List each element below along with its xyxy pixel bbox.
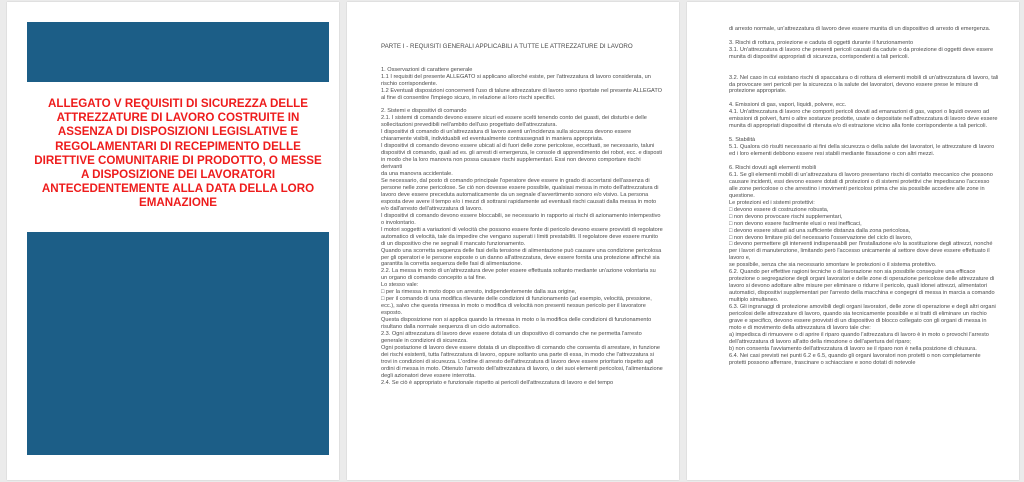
cover-page (7, 2, 339, 480)
cover-top-band (27, 22, 329, 82)
page-3-body: di arresto normale, un'attrezzatura di lavoro deve essere munita di un dispositivo di arresto di emergenza. 3. Rischi di rottura, proiezione e caduta di oggetti durante il funzionamento 3.1. Un'attrezzatura di lavoro che presenti pericoli causati da cadute o da proiezione di oggetti deve essere munita di dispositivi appropriati di sicurezza, corrispondenti a tali pericoli. 3.2. Nel caso in cui esistano rischi di spaccatura o di rottura di elementi mobili di un'attrezzatura di lavoro, tali da provocare seri pericoli per la sicurezza o la salute dei lavoratori, devono essere prese le misure di protezione appropriate. 4. Emissioni di gas, vapori, liquidi, polvere, ecc. 4.1. Un'attrezzatura di lavoro che comporti pericoli dovuti ad emanazioni di gas, vapori o liquidi ovvero ad emissioni di polveri, fumi o altre sostanze prodotte, usate o depositate nell'attrezzatura di lavoro deve essere munita di appropriati dispositivi di ritenuta e/o di estrazione vicino alla fonte corrispondente a tali pericoli. 5. Stabilità 5.1. Qualora ciò risulti necessario ai fini della sicurezza o della salute dei lavoratori, le attrezzature di lavoro ed i loro elementi debbono essere resi stabili mediante fissazione o con altri mezzi. 6. Rischi dovuti agli elementi mobili 6.1. Se gli elementi mobili di un'attrezzatura di lavoro presentano rischi di contatto meccanico che possono causare incidenti, essi devono essere dotati di protezioni o di sistemi protettivi che impediscano l'accesso alle zone pericolose o che arrestino i movimenti pericolosi prima che sia possibile accedere alle zone in questione. Le protezioni ed i sistemi protettivi: □ devono essere di costruzione robusta, □ non devono provocare rischi supplementari, □ non devono essere facilmente elusi o resi inefficaci, □ devono essere situati ad una sufficiente distanza dalla zona pericolosa, □ non devono limitare più del necessario l'osservazione del ciclo di lavoro, □ devono permettere gli interventi indispensabili per l'installazione e/o la sostituzione degli attrezzi, nonché per i lavori di manutenzione, limitando però l'accesso unicamente al settore dove deve essere effettuato il lavoro e, se possibile, senza che sia necessario smontare le protezioni o il sistema protettivo. 6.2. Quando per effettive ragioni tecniche o di lavorazione non sia possibile conseguire una efficace protezione o segregazione degli organi lavoratori e delle zone di operazione pericolose delle attrezzature di lavoro si devono adottare altre misure per eliminare o ridurre il pericolo, quali idonei attrezzi, alimentatori automatici, dispositivi supplementari per l'arresto della macchina e congegni di messa in marcia a comando multiplo simultaneo. 6.3. Gli ingranaggi di protezione amovibili degli organi lavoratori, delle zone di operazione e degli altri organi pericolosi delle attrezzature di lavoro, quando sia tecnicamente possibile e si tratti di eliminare un rischio grave e specifico, devono essere provvisti di un dispositivo di blocco collegato con gli organi di messa in moto e di movimento della attrezzatura di lavoro tale che: a) impedisca di rimuovere o di aprire il riparo quando l'attrezzatura di lavoro è in moto o provochi l'arresto dell'attrezzatura di lavoro all'atto della rimozione o dell'apertura del riparo; b) non consenta l'avviamento dell'attrezzatura di lavoro se il riparo non è nella posizione di chiusura. 6.4. Nei casi previsti nei punti 6.2 e 6.5, quando gli organi lavoratori non protetti o non completamente protetti possono afferrare, trascinare o schiacciare e sono dotati di notevole (729, 25, 999, 366)
page-2-body: 1. Osservazioni di carattere generale 1.1 I requisiti del presente ALLEGATO si applicano allorché esiste, per l'attrezzatura di lavoro considerata, un rischio corrispondente. 1.2 Eventuali disposizioni concernenti l'uso di talune attrezzature di lavoro sono riportate nel presente ALLEGATO al fine di consentire l'impiego sicuro, in relazione ai loro rischi specifici. 2. Sistemi e dispositivi di comando 2.1. I sistemi di comando devono essere sicuri ed essere scelti tenendo conto dei guasti, dei disturbi e delle sollecitazioni prevedibili nell'ambito dell'uso progettato dell'attrezzatura. I dispositivi di comando di un'attrezzatura di lavoro aventi un'incidenza sulla sicurezza devono essere chiaramente visibili, individuabili ed eventualmente contrassegnati in maniera appropriata. I dispositivi di comando devono essere ubicati al di fuori delle zone pericolose, eccettuati, se necessario, taluni dispositivi di comando, quali ad es. gli arresti di emergenza, le console di apprendimento dei robot, ecc. e disposti in modo che la loro manovra non possa causare rischi supplementari. Essi non devono comportare rischi derivanti da una manovra accidentale. Se necessario, dal posto di comando principale l'operatore deve essere in grado di accertarsi dell'assenza di persone nelle zone pericolose. Se ciò non dovesse essere possibile, qualsiasi messa in moto dell'attrezzatura di lavoro deve essere preceduta automaticamente da un segnale d'avvertimento sonoro e/o visivo. La persona esposta deve avere il tempo e/o i mezzi di sottrarsi rapidamente ad eventuali rischi causati dalla messa in moto e/o dall'arresto dell'attrezzatura di lavoro. I dispositivi di comando devono essere bloccabili, se necessario in rapporto ai rischi di azionamento intempestivo o involontario. I motori soggetti a variazioni di velocità che possono essere fonte di pericolo devono essere provvisti di regolatore automatico di velocità, tale da impedire che vengano superati i limiti prestabiliti. Il regolatore deve essere munito di un dispositivo che ne segnali il mancato funzionamento. Quando una scorretta sequenza delle fasi della tensione di alimentazione può causare una condizione pericolosa per gli operatori e le persone esposte o un danno all'attrezzatura, deve essere fornita una protezione affinché sia garantita la corretta sequenza delle fasi di alimentazione. 2.2. La messa in moto di un'attrezzatura deve poter essere effettuata soltanto mediante un'azione volontaria su un organo di comando concepito a tal fine. Lo stesso vale: □ per la rimessa in moto dopo un arresto, indipendentemente dalla sua origine, □ per il comando di una modifica rilevante delle condizioni di funzionamento (ad esempio, velocità, pressione, ecc.), salvo che questa rimessa in moto o modifica di velocità non presenti nessun pericolo per il lavoratore esposto. Questa disposizione non si applica quando la rimessa in moto o la modifica delle condizioni di funzionamento risultano dalla normale sequenza di un ciclo automatico. 2.3. Ogni attrezzatura di lavoro deve essere dotata di un dispositivo di comando che ne permetta l'arresto generale in condizioni di sicurezza. Ogni postazione di lavoro deve essere dotata di un dispositivo di comando che consenta di arrestare, in funzione dei rischi esistenti, tutta l'attrezzatura di lavoro, oppure soltanto una parte di essa, in modo che l'attrezzatura si trovi in condizioni di sicurezza. L'ordine di arresto dell'attrezzatura di lavoro deve essere prioritario rispetto agli ordini di messa in moto. Ottenuto l'arresto dell'attrezzatura di lavoro, o dei suoi elementi pericolosi, l'alimentazione degli azionatori deve essere interrotta. 2.4. Se ciò è appropriato e funzionale rispetto ai pericoli dell'attrezzatura di lavoro e del tempo (381, 66, 663, 386)
cover-title: ALLEGATO V REQUISITI DI SICUREZZA DELLE ATTREZZATURE DI LAVORO COSTRUITE IN ASSENZA DI DISPOSIZIONI LEGISLATIVE E REGOLAMENTARI DI RECEPIMENTO DELLE DIRETTIVE COMUNITARIE DI PRODOTTO, O MESSE A DISPOSIZIONE DEI LAVORATORI ANTECEDENTEMENTE ALLA DATA DELLA LORO EMANAZIONE (34, 97, 322, 210)
page-2-text (381, 30, 663, 401)
section-heading: PARTE I - REQUISITI GENERALI APPLICABILI A TUTTE LE ATTREZZATURE DI LAVORO (381, 42, 633, 50)
cover-bottom-band (27, 232, 329, 455)
page-3-text (729, 12, 999, 381)
document-page-2 (347, 2, 679, 480)
document-page-3 (687, 2, 1019, 480)
